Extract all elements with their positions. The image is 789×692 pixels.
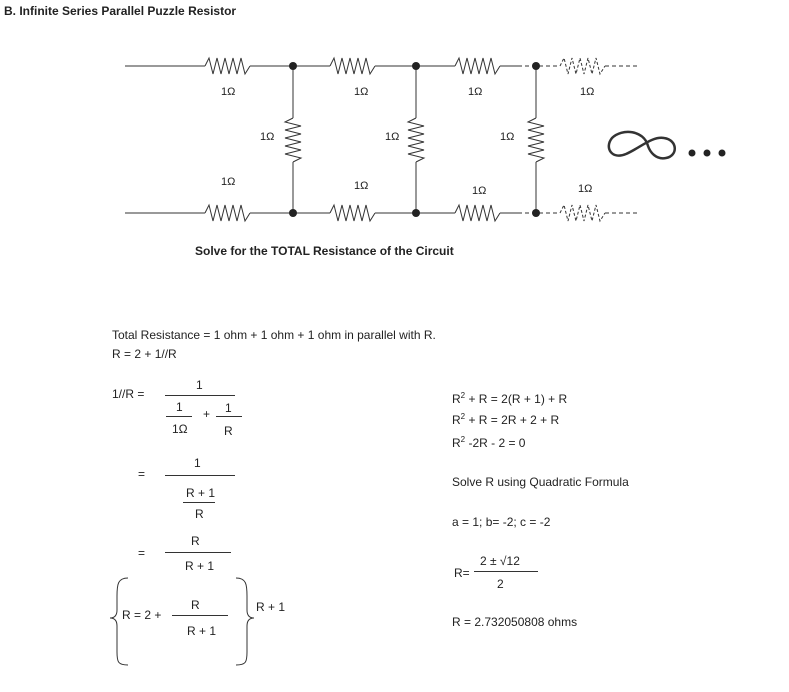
bottom-resistor-label: 1Ω xyxy=(472,185,487,197)
right-brace xyxy=(236,578,254,665)
bottom-resistor-label: 1Ω xyxy=(578,183,593,195)
eq-denominator: R + 1 xyxy=(186,486,216,500)
quadratic-numerator: 2 ± √12 xyxy=(480,554,520,568)
shunt-resistor-label: 1Ω xyxy=(385,131,400,143)
solve-instruction: Solve R using Quadratic Formula xyxy=(452,475,629,489)
equals-sign: = xyxy=(138,467,146,481)
fraction-bar xyxy=(172,615,228,616)
eq-numerator: 1 xyxy=(196,378,203,392)
coefficients: a = 1; b= -2; c = -2 xyxy=(452,515,551,529)
shunt-resistor-label: 1Ω xyxy=(260,131,275,143)
quadratic-step-1: $R^2 + R = 2(R + 1) + R$ xyxy=(452,391,568,406)
eq-denominator: R xyxy=(224,424,233,438)
intro-line: Total Resistance = 1 ohm + 1 ohm + 1 ohm in parallel with R. xyxy=(112,328,436,342)
bottom-resistor-label: 1Ω xyxy=(354,180,369,192)
page-title: B. Infinite Series Parallel Puzzle Resistor xyxy=(4,4,237,18)
quadratic-denominator: 2 xyxy=(497,577,504,591)
equals-sign: = xyxy=(138,546,146,560)
eq-denominator: R + 1 xyxy=(187,624,217,638)
bottom-resistor-label: 1Ω xyxy=(221,176,236,188)
eq-denominator: R xyxy=(195,507,204,521)
eq-denominator: R + 1 xyxy=(185,559,215,573)
eq-numerator: 1 xyxy=(194,456,201,470)
diagram-caption: Solve for the TOTAL Resistance of the Circuit xyxy=(195,244,454,258)
r-expression-right: R + 1 xyxy=(256,600,286,614)
top-resistor-label: 1Ω xyxy=(354,86,369,98)
fraction-bar xyxy=(474,571,538,572)
final-result: R = 2.732050808 ohms xyxy=(452,615,578,629)
eq-label: 1//R = xyxy=(112,387,145,401)
quadratic-step-2: $R^2 + R = 2R + 2 + R$ xyxy=(452,412,560,427)
r-expression-label: R = 2 + xyxy=(122,608,162,622)
eq-numerator: R xyxy=(191,534,200,548)
plus-sign: + xyxy=(203,407,211,421)
r-equals-label: R= xyxy=(454,566,470,580)
top-resistor-label: 1Ω xyxy=(580,86,595,98)
quadratic-step-3: $R^2$ -2R - 2 = 0 xyxy=(452,435,526,450)
eq-denominator: 1Ω xyxy=(172,422,188,436)
eq-numerator: 1 xyxy=(225,401,232,415)
top-resistor-label: 1Ω xyxy=(468,86,483,98)
top-resistor-label: 1Ω xyxy=(221,86,236,98)
shunt-resistor-label: 1Ω xyxy=(500,131,515,143)
eq-numerator: R xyxy=(191,598,200,612)
eq-numerator: 1 xyxy=(176,400,183,414)
intro-line: R = 2 + 1//R xyxy=(112,347,177,361)
